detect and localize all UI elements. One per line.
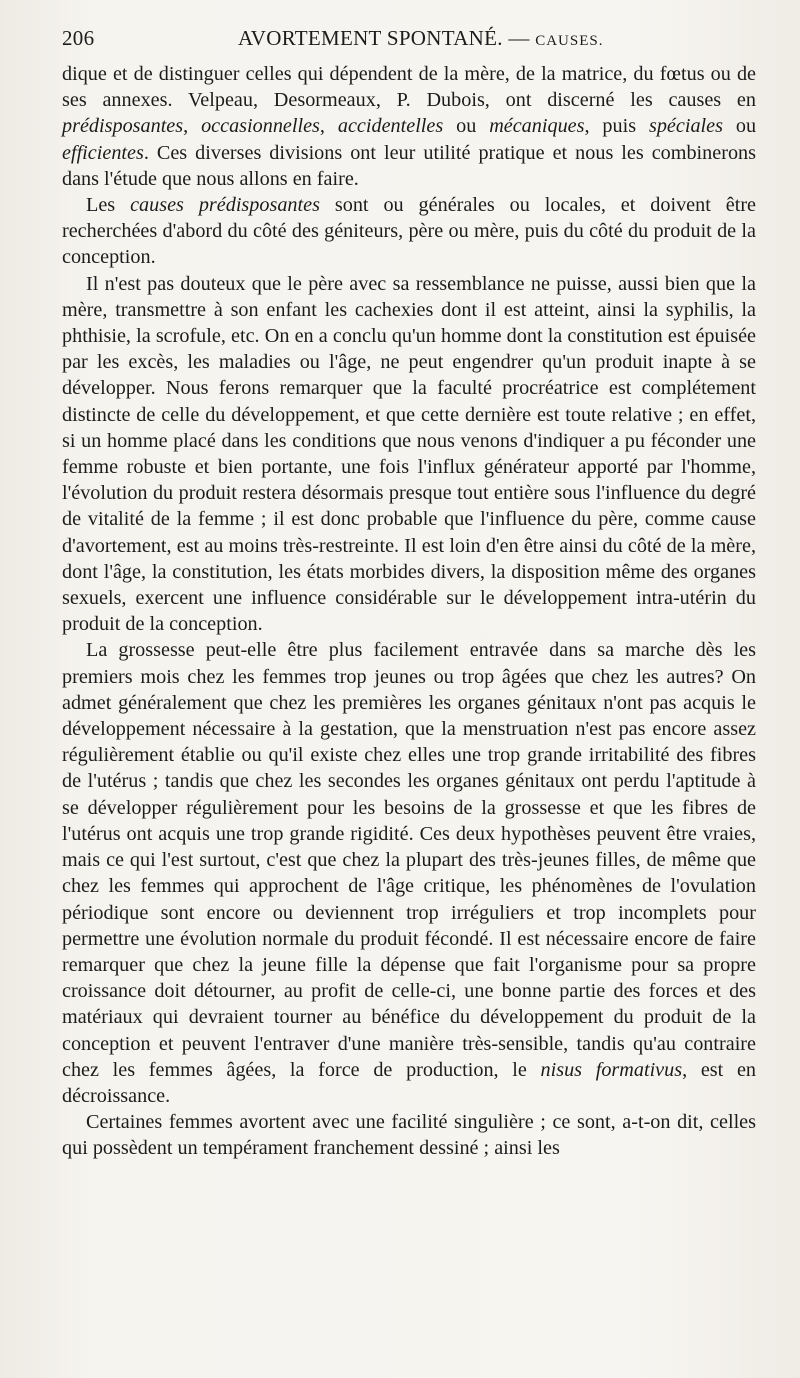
italic-term: prédisposantes: [62, 115, 184, 138]
italic-term: nisus formativus: [540, 1058, 683, 1081]
text-run: Il n'est pas douteux que le père avec sa ressemblance ne puisse, aussi bien que la mère, transmettre à son enfant les cachexies dont il est atteint, ainsi la syphilis, la phthisie, la scrofule, etc. On en a conclu qu'un homme dont la constitution est épuisée par les excès, les maladies ou l'âge, ne peut engendrer qu'un produit inapte à se développer. Nous ferons remarquer que la faculté procréatrice est complétement distincte de celle du développement, et que cette dernière est toute relative ; en effet, si un homme placé dans les conditions que nous venons d'indiquer a pu féconder une femme robuste et bien portante, une fois l'influx générateur apporté par l'homme, l'évolution du produit restera désormais presque tout entière sous l'influence du degré de vitalité de la femme ; il est donc probable que l'influence du père, comme cause d'avortement, est au moins très-restreinte. Il est loin d'en être ainsi du côté de la mère, dont l'âge, la constitution, les états morbides divers, la disposition même des organes sexuels, exercent une influence considérable sur le développement intra-utérin du produit de la conception.: [62, 272, 756, 636]
italic-term: efficientes: [62, 141, 144, 164]
text-run: ou: [722, 115, 757, 138]
paragraph: [62, 61, 756, 192]
page-number: 206: [62, 26, 95, 50]
italic-term: mécaniques: [489, 115, 585, 138]
paragraph: [62, 1109, 756, 1161]
text-run: ,: [319, 115, 338, 138]
text-run: La grossesse peut-elle être plus facilement entravée dans sa marche dès les premiers mois chez les femmes trop jeunes ou trop âgées que chez les autres? On admet généralement que chez les premières les organes génitaux n'ont pas acquis le développement nécessaire à la gestation, que la menstruation n'est pas encore assez régulièrement établie ou qu'il existe chez elles une trop grande irritabilité des fibres de l'utérus ; tandis que chez les secondes les organes génitaux ont perdu l'aptitude à se développer régulièrement pour les besoins de la grossesse et que les fibres de l'utérus ont acquis une trop grande rigidité. Ces deux hypothèses peuvent être vraies, mais ce qui l'est surtout, c'est que chez la plupart des très-jeunes filles, de même que chez les femmes qui approchent de l'âge critique, les phénomènes de l'ovulation périodique sont encore ou deviennent trop irréguliers et trop incomplets pour permettre une évolution normale du produit fécondé. Il est nécessaire encore de faire remarquer que chez la jeune fille la dépense que fait l'organisme pour sa propre croissance doit détourner, au profit de celle-ci, une bonne partie des forces et des matériaux qui devraient tourner au bénéfice du développement du produit de la conception et peuvent l'entraver d'une manière très-sensible, tandis qu'au contraire chez les femmes âgées, la force de production, le: [62, 639, 756, 1081]
italic-term: causes prédisposantes: [130, 194, 320, 217]
italic-term: accidentelles: [337, 115, 444, 138]
text-run: , est en décroissance.: [62, 1058, 756, 1107]
text-run: dique et de distinguer celles qui dépendent de la mère, de la matrice, du fœtus ou de ses annexes. Velpeau, Desormeaux, P. Dubois, ont discerné les causes en: [62, 63, 756, 112]
text-run: sont ou générales ou locales, et doivent être recherchées d'abord du côté des géniteurs, père ou mère, puis du côté du produit de la conception.: [62, 194, 757, 269]
paragraph: [62, 192, 756, 271]
running-title-main: AVORTEMENT SPONTANÉ. —: [238, 26, 530, 50]
italic-term: spéciales: [648, 115, 723, 138]
paragraph: [62, 271, 756, 638]
running-title: [238, 26, 604, 51]
text-run: . Ces diverses divisions ont leur utilité pratique et nous les combinerons dans l'étude que nous allons en faire.: [62, 141, 756, 190]
running-header: [62, 26, 758, 56]
text-run: Les: [86, 194, 131, 217]
paragraph: [62, 637, 756, 1109]
text-run: , puis: [584, 115, 649, 138]
text-run: Certaines femmes avortent avec une facilité singulière ; ce sont, a-t-on dit, celles qui possèdent un tempérament franchement dessiné ; ainsi les: [62, 1111, 756, 1160]
running-title-section: CAUSES.: [535, 33, 604, 49]
italic-term: occasionnelles: [201, 115, 320, 138]
text-run: ou: [443, 115, 490, 138]
text-run: ,: [183, 115, 202, 138]
body-text: [62, 61, 756, 1162]
